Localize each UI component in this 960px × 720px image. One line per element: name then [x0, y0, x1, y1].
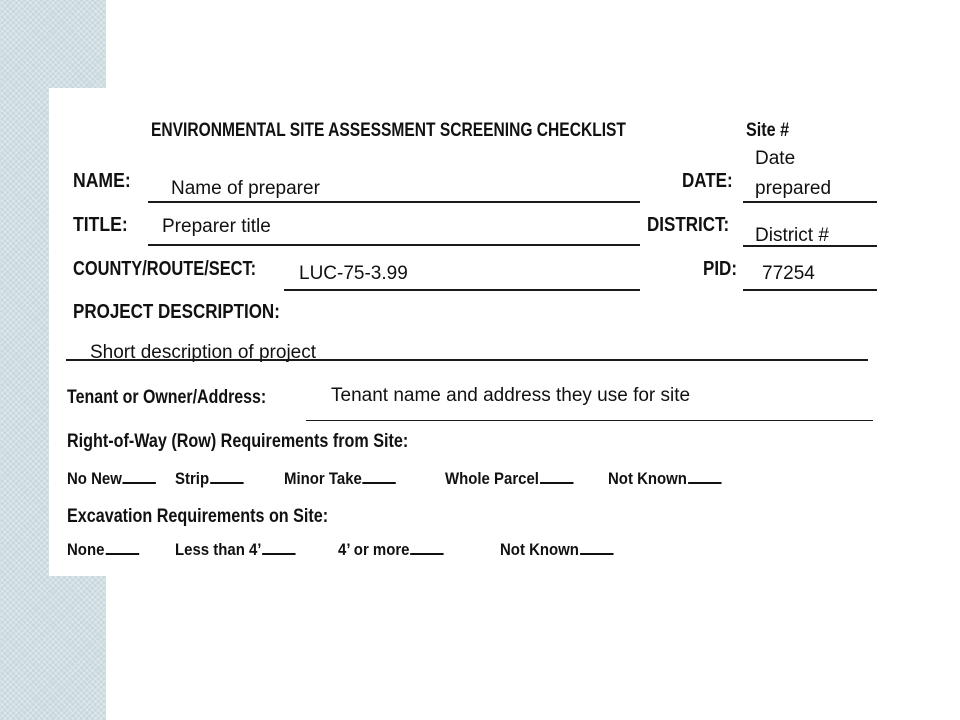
name-underline [148, 201, 640, 203]
row-requirements-heading: Right-of-Way (Row) Requirements from Site: [67, 431, 409, 452]
excavation-requirements-heading: Excavation Requirements on Site: [67, 506, 329, 527]
district-underline [743, 245, 877, 247]
tenant-owner-label: Tenant or Owner/Address: [67, 387, 267, 408]
row-option-no-new-blank[interactable] [123, 482, 156, 484]
form-title: ENVIRONMENTAL SITE ASSESSMENT SCREENING CHECKLIST [151, 120, 626, 141]
pid-label: PID: [703, 258, 737, 280]
title-label: TITLE: [73, 214, 128, 236]
date-value-line1[interactable]: Date [755, 148, 796, 169]
excavation-option-4-or-more[interactable] [338, 540, 444, 560]
row-option-strip[interactable] [175, 469, 243, 489]
row-option-strip-blank[interactable] [210, 482, 243, 484]
row-option-not-known[interactable] [608, 469, 721, 489]
row-option-no-new-label: No New [67, 469, 122, 488]
pid-underline [743, 289, 877, 291]
excavation-option-not-known-blank[interactable] [580, 553, 613, 555]
row-option-not-known-blank[interactable] [688, 482, 721, 484]
excavation-option-less-than-4[interactable] [175, 540, 296, 560]
project-description-value[interactable]: Short description of project [90, 342, 317, 363]
site-number-label: Site # [746, 120, 790, 141]
row-option-whole-parcel-label: Whole Parcel [445, 469, 539, 488]
checklist-form [49, 88, 960, 576]
title-underline [148, 244, 640, 246]
title-value[interactable]: Preparer title [162, 216, 271, 237]
excavation-option-less-than-4-label: Less than 4’ [175, 540, 262, 559]
district-value[interactable]: District # [755, 225, 829, 246]
row-option-no-new[interactable] [67, 469, 156, 489]
date-label: DATE: [682, 170, 733, 192]
project-underline [66, 359, 868, 361]
row-option-minor-take[interactable] [284, 469, 396, 489]
county-underline [284, 289, 640, 291]
tenant-owner-value[interactable]: Tenant name and address they use for site [331, 385, 691, 406]
excavation-option-not-known[interactable] [500, 540, 613, 560]
excavation-option-not-known-label: Not Known [500, 540, 579, 559]
excavation-option-none-label: None [67, 540, 105, 559]
county-route-sect-label: COUNTY/ROUTE/SECT: [73, 258, 257, 280]
county-route-sect-value[interactable]: LUC-75-3.99 [299, 263, 408, 284]
excavation-option-none[interactable] [67, 540, 139, 560]
excavation-option-less-than-4-blank[interactable] [262, 553, 295, 555]
excavation-option-4-or-more-blank[interactable] [410, 553, 443, 555]
row-option-whole-parcel-blank[interactable] [540, 482, 573, 484]
tenant-underline [306, 420, 873, 421]
date-value-line2[interactable]: prepared [755, 178, 832, 199]
excavation-option-none-blank[interactable] [105, 553, 138, 555]
row-option-whole-parcel[interactable] [445, 469, 573, 489]
pid-value[interactable]: 77254 [762, 263, 815, 284]
row-option-minor-take-label: Minor Take [284, 469, 362, 488]
name-label: NAME: [73, 170, 131, 192]
excavation-option-4-or-more-label: 4’ or more [338, 540, 410, 559]
row-option-not-known-label: Not Known [608, 469, 687, 488]
district-label: DISTRICT: [647, 214, 730, 236]
date-underline [743, 201, 877, 203]
project-description-label: PROJECT DESCRIPTION: [73, 301, 280, 323]
row-option-minor-take-blank[interactable] [363, 482, 396, 484]
row-option-strip-label: Strip [175, 469, 210, 488]
name-value[interactable]: Name of preparer [171, 178, 320, 199]
